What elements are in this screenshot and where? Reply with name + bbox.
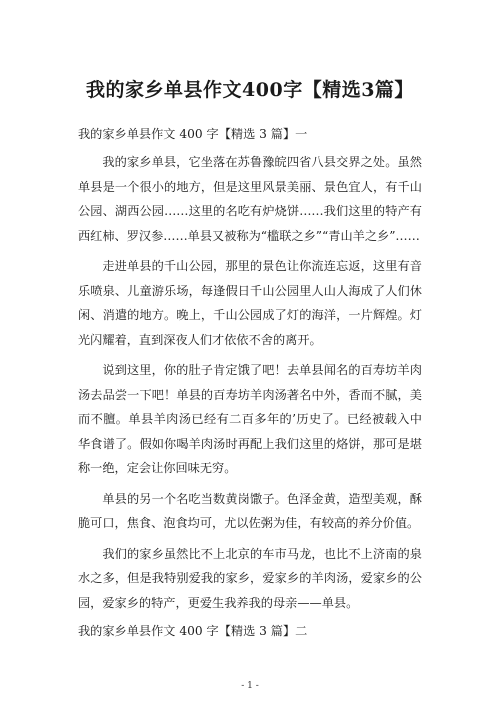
page-number: - 1 - [241, 681, 259, 691]
section-heading-1: 我的家乡单县作文 400 字【精选 3 篇】一 [78, 127, 308, 141]
paragraph-2: 走进单县的千山公园，那里的景色让你流连忘返，这里有音乐喷泉、儿童游乐场，每逢假日千山公园里人山人海成了人们休闲、消遣的地方。晚上，千山公园成了灯的海洋，一片辉煌。灯光闪耀着，直到深夜人们才依依不舍的离开。 [78, 259, 422, 347]
paragraph-4: 单县的另一个名吃当数黄岗馓子。色泽金黄，造型美观，酥脆可口，焦食、泡食均可，尤以佐粥为佳，有较高的养分价值。 [78, 491, 422, 530]
paragraph-3: 说到这里，你的肚子肯定饿了吧！去单县闻名的百寿坊羊肉汤去品尝一下吧！单县的百寿坊羊肉汤著名中外，香而不腻，美而不膻。单县羊肉汤已经有二百多年的’历史了。已经被载入中华食谱了。假如你喝羊肉汤时再配上我们这里的烙饼，那可是堪称一绝，定会让你回味无穷。 [78, 363, 422, 475]
paragraph-1: 我的家乡单县，它坐落在苏鲁豫皖四省八县交界之处。虽然单县是一个很小的地方，但是这里风景美丽、景色宜人，有千山公园、湖西公园……这里的名吃有炉烧饼……我们这里的特产有西红柿、罗汉参……单县又被称为“槛联之乡”“青山羊之乡”…… [78, 155, 422, 243]
section-heading-2: 我的家乡单县作文 400 字【精选 3 篇】二 [78, 624, 308, 638]
document-title: 我的家乡单县作文400字【精选3篇】 [86, 79, 414, 101]
paragraph-5: 我们的家乡虽然比不上北京的车市马龙，也比不上济南的泉水之多，但是我特别爱我的家乡，爱家乡的羊肉汤，爱家乡的公园，爱家乡的特产，更爱生我养我的母亲——单县。 [78, 546, 422, 610]
